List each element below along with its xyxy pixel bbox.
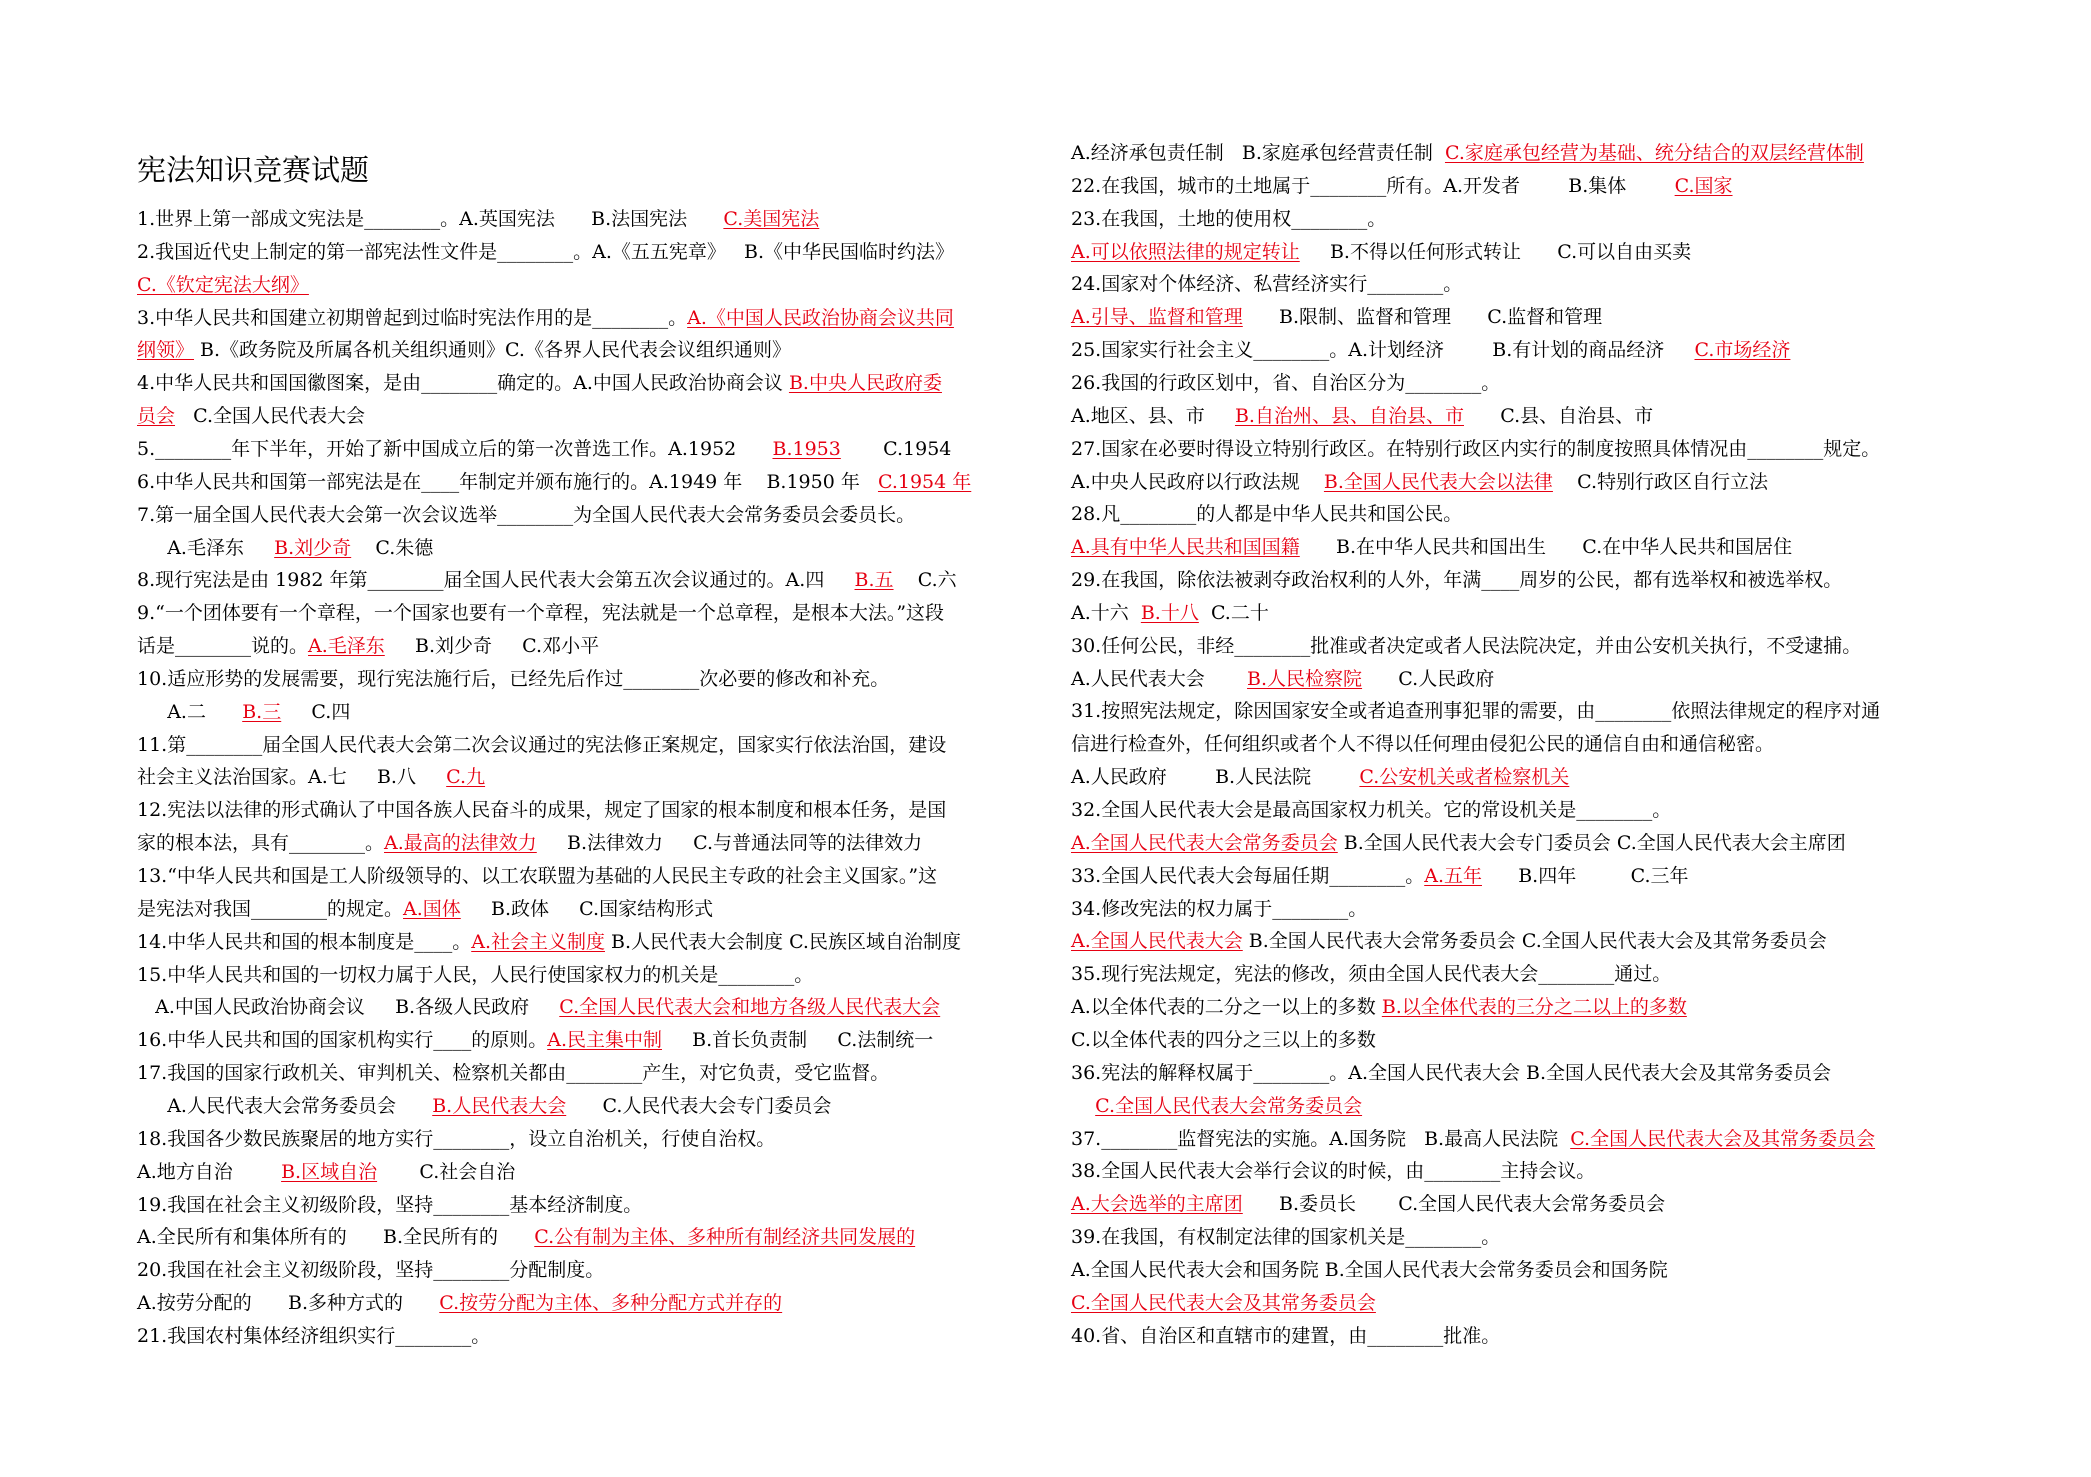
question-line bbox=[137, 959, 813, 992]
question-text: C.全国人民代表大会 bbox=[175, 405, 366, 428]
question-line bbox=[1071, 1057, 1831, 1090]
question-line bbox=[137, 860, 937, 893]
question-line bbox=[1071, 1320, 1500, 1353]
question-line bbox=[137, 1287, 782, 1320]
question-line bbox=[1071, 728, 1774, 761]
question-text: 25.国家实行社会主义________。A.计划经济 B.有计划的商品经济 bbox=[1071, 339, 1695, 362]
question-text: 社会主义法治国家。A.七 B.八 bbox=[137, 766, 447, 789]
question-text: 38.全国人民代表大会举行会议的时候，由________主持会议。 bbox=[1071, 1160, 1596, 1183]
question-text: A.中央人民政府以行政法规 bbox=[1071, 470, 1324, 493]
answer-highlight: A.具有中华人民共和国国籍 bbox=[1071, 536, 1300, 559]
question-line bbox=[137, 1189, 642, 1222]
question-text: B.刘少奇 C.邓小平 bbox=[384, 635, 600, 658]
question-line bbox=[137, 1320, 490, 1353]
answer-highlight: A.大会选举的主席团 bbox=[1071, 1193, 1243, 1216]
question-line bbox=[137, 1156, 515, 1189]
question-text: 8.现行宪法是由 1982 年第________届全国人民代表大会第五次会议通过的。A.四 bbox=[137, 569, 855, 592]
question-text: C.四 bbox=[281, 700, 351, 723]
question-text: A.人民政府 B.人民法院 bbox=[1071, 766, 1360, 789]
question-line bbox=[1071, 1024, 1376, 1057]
question-text: A.地区、县、市 bbox=[1071, 404, 1235, 427]
question-line bbox=[1071, 367, 1500, 400]
question-text: 19.我国在社会主义初级阶段，坚持________基本经济制度。 bbox=[137, 1193, 643, 1216]
question-text: B.全国人民代表大会专门委员会 C.全国人民代表大会主席团 bbox=[1337, 831, 1846, 854]
question-line bbox=[1071, 433, 1880, 466]
answer-highlight: A.可以依照法律的规定转让 bbox=[1071, 240, 1300, 263]
question-text: B.限制、监督和管理 C.监督和管理 bbox=[1242, 306, 1603, 329]
answer-highlight: A.社会主义制度 bbox=[471, 930, 605, 953]
question-line bbox=[1071, 1188, 1665, 1221]
question-line bbox=[1071, 860, 1688, 893]
question-text: C.以全体代表的四分之三以上的多数 bbox=[1071, 1028, 1376, 1051]
answer-highlight: B.人民检察院 bbox=[1247, 667, 1363, 690]
answer-highlight: 纲领》 bbox=[137, 339, 195, 362]
question-line bbox=[1071, 564, 1842, 597]
answer-highlight: C.国家 bbox=[1674, 174, 1733, 197]
question-text: 18.我国各少数民族聚居的地方实行________，设立自治机关，行使自治权。 bbox=[137, 1127, 776, 1150]
question-text: 13.“中华人民共和国是工人阶级领导的、以工农联盟为基础的人民民主专政的社会主义国家。”这 bbox=[137, 865, 938, 887]
question-text: C.人民代表大会专门委员会 bbox=[566, 1094, 832, 1117]
answer-highlight: B.人民代表大会 bbox=[432, 1094, 567, 1117]
question-line bbox=[137, 1254, 604, 1287]
question-text: 9.“一个团体要有一个章程，一个国家也要有一个章程，宪法就是一个总章程，是根本大法。”这段 bbox=[137, 602, 945, 625]
question-text: B.《政务院及所属各机关组织通则》C.《各界人民代表会议组织通则》 bbox=[194, 339, 791, 362]
answer-highlight: C.《钦定宪法大纲》 bbox=[137, 273, 309, 296]
question-text: 31.按照宪法规定，除因国家安全或者追查刑事犯罪的需要，由________依照法律规定的程序对通 bbox=[1071, 700, 1881, 723]
question-line bbox=[137, 729, 946, 762]
answer-highlight: B.刘少奇 bbox=[274, 536, 352, 559]
question-text: 5.________年下半年，开始了新中国成立后的第一次普选工作。A.1952 bbox=[137, 437, 773, 460]
question-line bbox=[137, 564, 957, 597]
question-line bbox=[137, 433, 951, 466]
answer-highlight: B.三 bbox=[242, 700, 282, 723]
question-text: 24.国家对个体经济、私营经济实行________。 bbox=[1071, 273, 1463, 296]
question-text: B.委员长 C.全国人民代表大会常务委员会 bbox=[1242, 1193, 1666, 1216]
answer-highlight: A.全国人民代表大会 bbox=[1071, 930, 1243, 953]
question-text: 27.国家在必要时得设立特别行政区。在特别行政区内实行的制度按照具体情况由________规定。 bbox=[1071, 437, 1881, 460]
answer-highlight: B.中央人民政府委 bbox=[788, 372, 942, 395]
question-line bbox=[1071, 466, 1768, 499]
question-line bbox=[137, 1090, 831, 1123]
question-line bbox=[1071, 597, 1269, 630]
question-line bbox=[137, 597, 944, 630]
question-line bbox=[137, 926, 961, 959]
question-line bbox=[1071, 695, 1880, 728]
question-line bbox=[1071, 663, 1494, 696]
question-line bbox=[137, 499, 915, 532]
question-line bbox=[137, 761, 485, 794]
question-line bbox=[137, 630, 599, 663]
question-line bbox=[137, 794, 946, 827]
question-text: B.在中华人民共和国出生 C.在中华人民共和国居住 bbox=[1299, 536, 1793, 559]
question-line bbox=[137, 367, 942, 400]
question-line bbox=[1071, 991, 1687, 1024]
question-text: C.六 bbox=[893, 569, 957, 592]
question-text: 23.在我国，土地的使用权________。 bbox=[1071, 207, 1387, 230]
question-line bbox=[1071, 827, 1846, 860]
answer-highlight: C.九 bbox=[446, 766, 486, 789]
question-text: 36.宪法的解释权属于________。A.全国人民代表大会 B.全国人民代表大会及其常务委员会 bbox=[1071, 1061, 1832, 1084]
question-line bbox=[1071, 498, 1462, 531]
question-text: 34.修改宪法的权力属于________。 bbox=[1071, 897, 1368, 920]
question-line bbox=[1071, 301, 1602, 334]
question-text: C.朱德 bbox=[351, 536, 434, 559]
question-line bbox=[1071, 1123, 1875, 1156]
answer-highlight: C.全国人民代表大会及其常务委员会 bbox=[1570, 1127, 1876, 1150]
answer-highlight: C.全国人民代表大会和地方各级人民代表大会 bbox=[559, 996, 941, 1019]
question-line bbox=[137, 236, 954, 269]
question-text: 12.宪法以法律的形式确认了中国各族人民奋斗的成果，规定了国家的根本制度和根本任务，是国 bbox=[137, 799, 947, 822]
answer-highlight: C.市场经济 bbox=[1694, 339, 1791, 362]
answer-highlight: A.毛泽东 bbox=[308, 635, 385, 658]
answer-highlight: A.《中国人民政治协商会议共同 bbox=[687, 306, 954, 329]
question-line bbox=[137, 827, 922, 860]
question-text: 4.中华人民共和国国徽图案，是由________确定的。A.中国人民政治协商会议 bbox=[137, 372, 789, 395]
question-text: C.人民政府 bbox=[1362, 667, 1495, 690]
question-text: 话是________说的。 bbox=[137, 635, 309, 658]
question-line bbox=[1071, 1287, 1376, 1320]
question-line bbox=[1071, 400, 1653, 433]
question-text: 3.中华人民共和国建立初期曾起到过临时宪法作用的是________。 bbox=[137, 306, 688, 329]
question-text: A.人民代表大会常务委员会 bbox=[137, 1094, 433, 1117]
question-line bbox=[137, 663, 889, 696]
answer-highlight: C.公安机关或者检察机关 bbox=[1359, 766, 1570, 789]
question-text: 33.全国人民代表大会每届任期________。 bbox=[1071, 864, 1425, 887]
question-line bbox=[1071, 761, 1569, 794]
question-text: A.全国人民代表大会和国务院 B.全国人民代表大会常务委员会和国务院 bbox=[1071, 1258, 1668, 1281]
answer-highlight: B.全国人民代表大会以法律 bbox=[1323, 470, 1553, 493]
question-text: 信进行检查外，任何组织或者个人不得以任何理由侵犯公民的通信自由和通信秘密。 bbox=[1071, 733, 1775, 756]
question-text: 22.在我国，城市的土地属于________所有。A.开发者 B.集体 bbox=[1071, 174, 1675, 197]
question-line bbox=[137, 1057, 889, 1090]
question-line bbox=[1071, 137, 1864, 170]
answer-highlight: C.全国人民代表大会常务委员会 bbox=[1095, 1094, 1363, 1117]
question-text: A.十六 bbox=[1071, 601, 1141, 624]
answer-highlight: B.1953 bbox=[772, 437, 841, 460]
answer-highlight: B.自治州、县、自治县、市 bbox=[1234, 404, 1464, 427]
question-text: 11.第________届全国人民代表大会第二次会议通过的宪法修正案规定，国家实行依法治国，建设 bbox=[137, 733, 947, 756]
question-text: 30.任何公民，非经________批准或者决定或者人民法院决定，并由公安机关执行，不受逮捕。 bbox=[1071, 634, 1862, 657]
answer-highlight: A.最高的法律效力 bbox=[384, 832, 537, 855]
question-line bbox=[1071, 1254, 1668, 1287]
answer-highlight: A.五年 bbox=[1424, 864, 1482, 887]
question-line bbox=[137, 696, 350, 729]
question-line bbox=[1071, 1155, 1595, 1188]
question-text: 10.适应形势的发展需要，现行宪法施行后，已经先后作过________次必要的修改和补充。 bbox=[137, 667, 890, 690]
question-text: A.以全体代表的二分之一以上的多数 bbox=[1071, 996, 1382, 1019]
question-text: C.1954 bbox=[840, 437, 952, 460]
question-line bbox=[137, 302, 954, 335]
answer-highlight: A.国体 bbox=[403, 897, 461, 920]
question-line bbox=[1071, 170, 1733, 203]
question-line bbox=[137, 466, 971, 499]
question-text: 2.我国近代史上制定的第一部宪法性文件是________。A.《五五宪章》 B.《中华民国临时约法》 bbox=[137, 240, 955, 263]
question-line bbox=[1071, 958, 1671, 991]
question-text: 6.中华人民共和国第一部宪法是在____年制定并颁布施行的。A.1949 年 B.1950 年 bbox=[137, 470, 878, 493]
answer-highlight: C.全国人民代表大会及其常务委员会 bbox=[1071, 1291, 1376, 1314]
answer-highlight: C.按劳分配为主体、多种分配方式并存的 bbox=[439, 1292, 783, 1315]
question-line bbox=[137, 1123, 775, 1156]
question-text: 40.省、自治区和直辖市的建置，由________批准。 bbox=[1071, 1324, 1501, 1347]
answer-highlight: C.家庭承包经营为基础、统分结合的双层经营体制 bbox=[1444, 142, 1864, 164]
answer-highlight: 员会 bbox=[137, 405, 176, 428]
question-text: A.经济承包责任制 B.家庭承包经营责任制 bbox=[1071, 142, 1445, 164]
answer-highlight: C.公有制为主体、多种所有制经济共同发展的 bbox=[534, 1226, 916, 1249]
question-text: 39.在我国，有权制定法律的国家机关是________。 bbox=[1071, 1226, 1501, 1249]
question-line bbox=[1071, 1090, 1362, 1123]
question-line bbox=[1071, 1221, 1500, 1254]
question-text: B.法律效力 C.与普通法同等的法律效力 bbox=[536, 832, 923, 855]
question-text: 20.我国在社会主义初级阶段，坚持________分配制度。 bbox=[137, 1259, 605, 1282]
question-text: 29.在我国，除依法被剥夺政治权利的人外，年满____周岁的公民，都有选举权和被选举权。 bbox=[1071, 569, 1843, 592]
question-text: A.中国人民政治协商会议 B.各级人民政府 bbox=[137, 996, 560, 1019]
page-title: 宪法知识竞赛试题 bbox=[137, 153, 370, 187]
question-line bbox=[1071, 531, 1792, 564]
question-line bbox=[1071, 925, 1827, 958]
answer-highlight: A.民主集中制 bbox=[547, 1029, 662, 1052]
answer-highlight: B.十八 bbox=[1140, 601, 1199, 624]
question-text: 14.中华人民共和国的根本制度是____。 bbox=[137, 930, 472, 953]
question-line bbox=[1071, 334, 1790, 367]
question-text: 17.我国的国家行政机关、审判机关、检察机关都由________产生，对它负责，受它监督。 bbox=[137, 1062, 890, 1085]
question-text: 15.中华人民共和国的一切权力属于人民，人民行使国家权力的机关是________。 bbox=[137, 963, 814, 986]
answer-highlight: B.区域自治 bbox=[281, 1160, 378, 1183]
question-text: C.县、自治县、市 bbox=[1463, 404, 1654, 427]
question-text: 26.我国的行政区划中，省、自治区分为________。 bbox=[1071, 371, 1501, 394]
question-text: 16.中华人民共和国的国家机构实行____的原则。 bbox=[137, 1029, 548, 1052]
question-text: B.全国人民代表大会常务委员会 C.全国人民代表大会及其常务委员会 bbox=[1242, 930, 1827, 953]
question-text bbox=[1071, 1095, 1095, 1117]
question-line bbox=[137, 269, 309, 302]
question-text: C.特别行政区自行立法 bbox=[1552, 470, 1768, 493]
question-line bbox=[137, 1221, 915, 1254]
question-text: 37.________监督宪法的实施。A.国务院 B.最高人民法院 bbox=[1071, 1127, 1571, 1150]
question-line bbox=[137, 1024, 933, 1057]
answer-highlight: B.以全体代表的三分之二以上的多数 bbox=[1381, 996, 1687, 1019]
question-text: 32.全国人民代表大会是最高国家权力机关。它的常设机关是________。 bbox=[1071, 799, 1672, 821]
question-line bbox=[1071, 236, 1691, 269]
answer-highlight: B.五 bbox=[854, 569, 894, 592]
question-text: B.首长负责制 C.法制统一 bbox=[661, 1029, 934, 1052]
question-text: B.不得以任何形式转让 C.可以自由买卖 bbox=[1299, 240, 1692, 263]
question-text: 是宪法对我国________的规定。 bbox=[137, 897, 404, 920]
question-text: A.人民代表大会 bbox=[1071, 667, 1248, 690]
question-line bbox=[1071, 893, 1367, 926]
question-text: A.地方自治 bbox=[137, 1160, 282, 1183]
answer-highlight: C.美国宪法 bbox=[723, 208, 820, 230]
answer-highlight: A.全国人民代表大会常务委员会 bbox=[1071, 831, 1338, 854]
question-text: C.二十 bbox=[1198, 601, 1269, 624]
question-line bbox=[137, 991, 940, 1024]
question-text: B.四年 C.三年 bbox=[1481, 864, 1689, 887]
question-text: B.人民代表大会制度 C.民族区域自治制度 bbox=[604, 930, 961, 953]
question-text: 1.世界上第一部成文宪法是________。A.英国宪法 B.法国宪法 bbox=[137, 208, 724, 230]
question-text: 21.我国农村集体经济组织实行________。 bbox=[137, 1324, 491, 1347]
question-text: A.毛泽东 bbox=[137, 536, 275, 559]
answer-highlight: A.引导、监督和管理 bbox=[1071, 306, 1243, 329]
question-line bbox=[137, 400, 365, 433]
question-text: 28.凡________的人都是中华人民共和国公民。 bbox=[1071, 503, 1463, 526]
question-text: 家的根本法，具有________。 bbox=[137, 832, 385, 855]
question-line bbox=[137, 893, 713, 926]
question-line bbox=[137, 334, 791, 367]
question-line bbox=[1071, 268, 1462, 301]
question-line bbox=[1071, 630, 1861, 663]
question-text: B.政体 C.国家结构形式 bbox=[460, 897, 714, 920]
answer-highlight: C.1954 年 bbox=[877, 470, 972, 493]
question-text: A.按劳分配的 B.多种方式的 bbox=[137, 1292, 440, 1315]
question-text: C.社会自治 bbox=[377, 1160, 516, 1183]
question-line bbox=[1071, 203, 1386, 236]
question-text: A.二 bbox=[137, 700, 243, 723]
question-line bbox=[137, 203, 819, 236]
question-line bbox=[1071, 794, 1671, 827]
question-text: 35.现行宪法规定，宪法的修改，须由全国人民代表大会________通过。 bbox=[1071, 963, 1672, 986]
question-text: 7.第一届全国人民代表大会第一次会议选举________为全国人民代表大会常务委员会委员长。 bbox=[137, 503, 916, 526]
question-text: A.全民所有和集体所有的 B.全民所有的 bbox=[137, 1226, 535, 1249]
question-line bbox=[137, 532, 433, 565]
